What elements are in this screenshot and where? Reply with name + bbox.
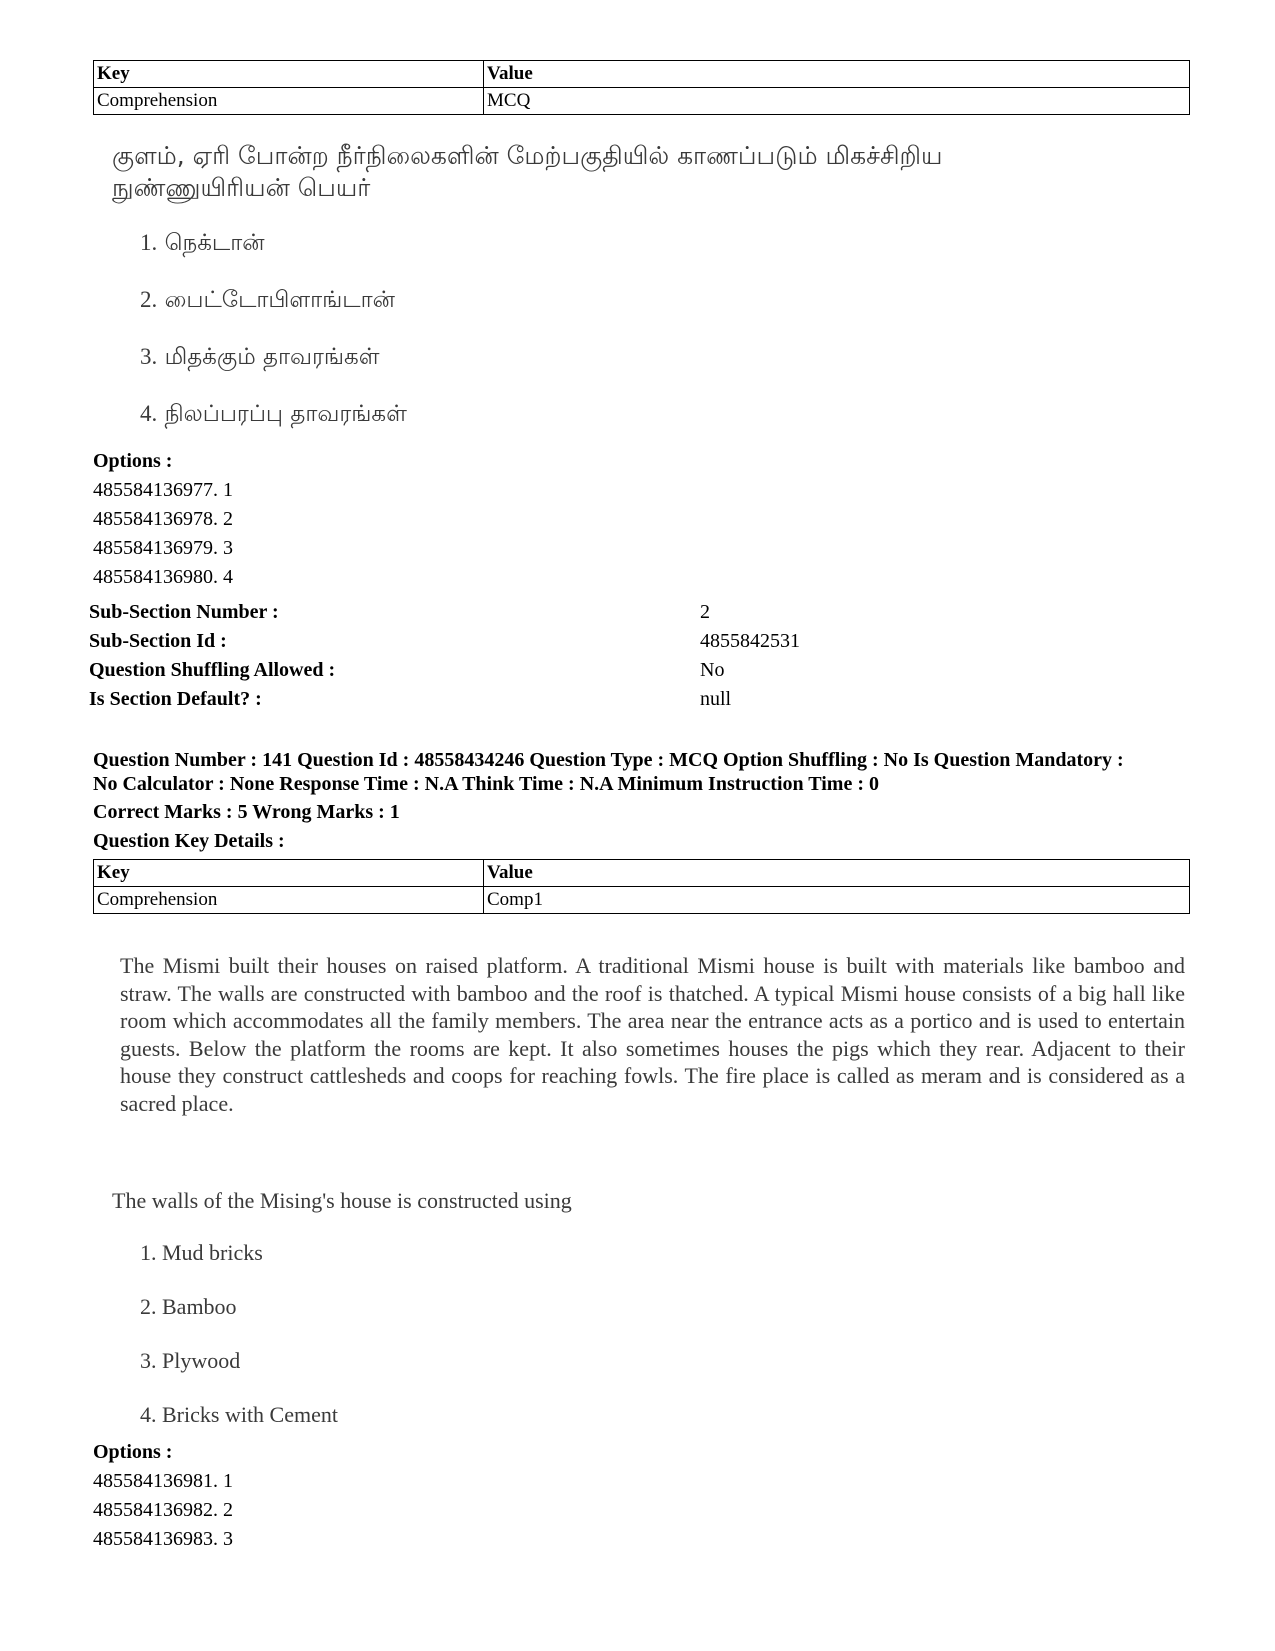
question-key-table-1	[93, 60, 1190, 115]
option-number: 3.	[140, 1348, 157, 1373]
shuffle-allowed-label: Question Shuffling Allowed :	[89, 659, 336, 681]
option-number: 4.	[140, 1402, 157, 1427]
tamil-option-4	[140, 401, 407, 430]
question-key-table-2	[93, 859, 1190, 914]
english-option-3	[140, 1348, 240, 1374]
question-marks: Correct Marks : 5 Wrong Marks : 1	[93, 801, 400, 823]
option-text: பைட்டோபிளாங்டான்	[164, 287, 395, 313]
option-id-line: 485584136982. 2	[93, 1499, 233, 1521]
option-number: 1.	[140, 1240, 157, 1265]
option-number: 1.	[140, 230, 158, 255]
tamil-option-3	[140, 344, 380, 373]
option-number: 4.	[140, 401, 158, 426]
section-default-value: null	[700, 688, 732, 710]
option-text: மிதக்கும் தாவரங்கள்	[164, 344, 380, 370]
english-option-1	[140, 1240, 263, 1266]
shuffle-allowed-value: No	[700, 659, 725, 681]
english-option-2	[140, 1294, 237, 1320]
tamil-option-1	[140, 230, 265, 259]
option-text: நெக்டான்	[164, 230, 265, 256]
question-info-line-1: Question Number : 141 Question Id : 48558434246 Question Type : MCQ Option Shuffling : No Is Question Mandatory :	[93, 749, 1124, 771]
question-info-line-2: No Calculator : None Response Time : N.A Think Time : N.A Minimum Instruction Time : 0	[93, 773, 879, 795]
options-label: Options :	[93, 450, 173, 472]
option-text: Bamboo	[162, 1294, 237, 1319]
question-key-details-label: Question Key Details :	[93, 830, 285, 852]
table-header-value: Value	[484, 860, 1190, 887]
table-cell-value: MCQ	[484, 88, 1190, 115]
option-id-line: 485584136981. 1	[93, 1470, 233, 1492]
option-id-line: 485584136979. 3	[93, 537, 233, 559]
option-id-line: 485584136978. 2	[93, 508, 233, 530]
table-header-row	[94, 61, 1190, 88]
comprehension-passage: The Mismi built their houses on raised platform. A traditional Mismi house is built with materials like bamboo and straw. The walls are constructed with bamboo and the roof is thatched. A typical Mismi house consists of a big hall like room which accommodates all the family members. The area near the entrance acts as a portico and is used to entertain guests. Below the platform the rooms are kept. It also sometimes houses the pigs which they rear. Adjacent to their house they construct cattlesheds and coops for reaching fowls. The fire place is called as meram and is considered as a sacred place.	[120, 953, 1185, 1116]
subsection-id-value: 4855842531	[700, 630, 800, 652]
option-id-line: 485584136983. 3	[93, 1528, 233, 1550]
table-header-key: Key	[94, 860, 484, 887]
options-label: Options :	[93, 1441, 173, 1463]
subsection-number-value: 2	[700, 601, 710, 623]
english-question-text: The walls of the Mising's house is constructed using	[112, 1188, 572, 1213]
table-header-value: Value	[484, 61, 1190, 88]
option-id-line: 485584136980. 4	[93, 566, 233, 588]
option-text: நிலப்பரப்பு தாவரங்கள்	[164, 401, 407, 427]
table-cell-key: Comprehension	[94, 88, 484, 115]
option-text: Bricks with Cement	[162, 1402, 338, 1427]
table-row	[94, 88, 1190, 115]
english-option-4	[140, 1402, 338, 1428]
option-text: Plywood	[162, 1348, 241, 1373]
table-cell-key: Comprehension	[94, 887, 484, 914]
section-default-label: Is Section Default? :	[89, 688, 262, 710]
tamil-option-2	[140, 287, 395, 316]
option-text: Mud bricks	[162, 1240, 263, 1265]
option-number: 3.	[140, 344, 158, 369]
option-number: 2.	[140, 287, 158, 312]
table-cell-value: Comp1	[484, 887, 1190, 914]
option-id-line: 485584136977. 1	[93, 479, 233, 501]
table-header-key: Key	[94, 61, 484, 88]
subsection-number-label: Sub-Section Number :	[89, 601, 279, 623]
table-row	[94, 887, 1190, 914]
table-header-row	[94, 860, 1190, 887]
option-number: 2.	[140, 1294, 157, 1319]
subsection-id-label: Sub-Section Id :	[89, 630, 227, 652]
tamil-question-text: குளம், ஏரி போன்ற நீர்நிலைகளின் மேற்பகுதியில் காணப்படும் மிகச்சிறிய நுண்ணுயிரியன் பெயர்	[112, 141, 943, 202]
